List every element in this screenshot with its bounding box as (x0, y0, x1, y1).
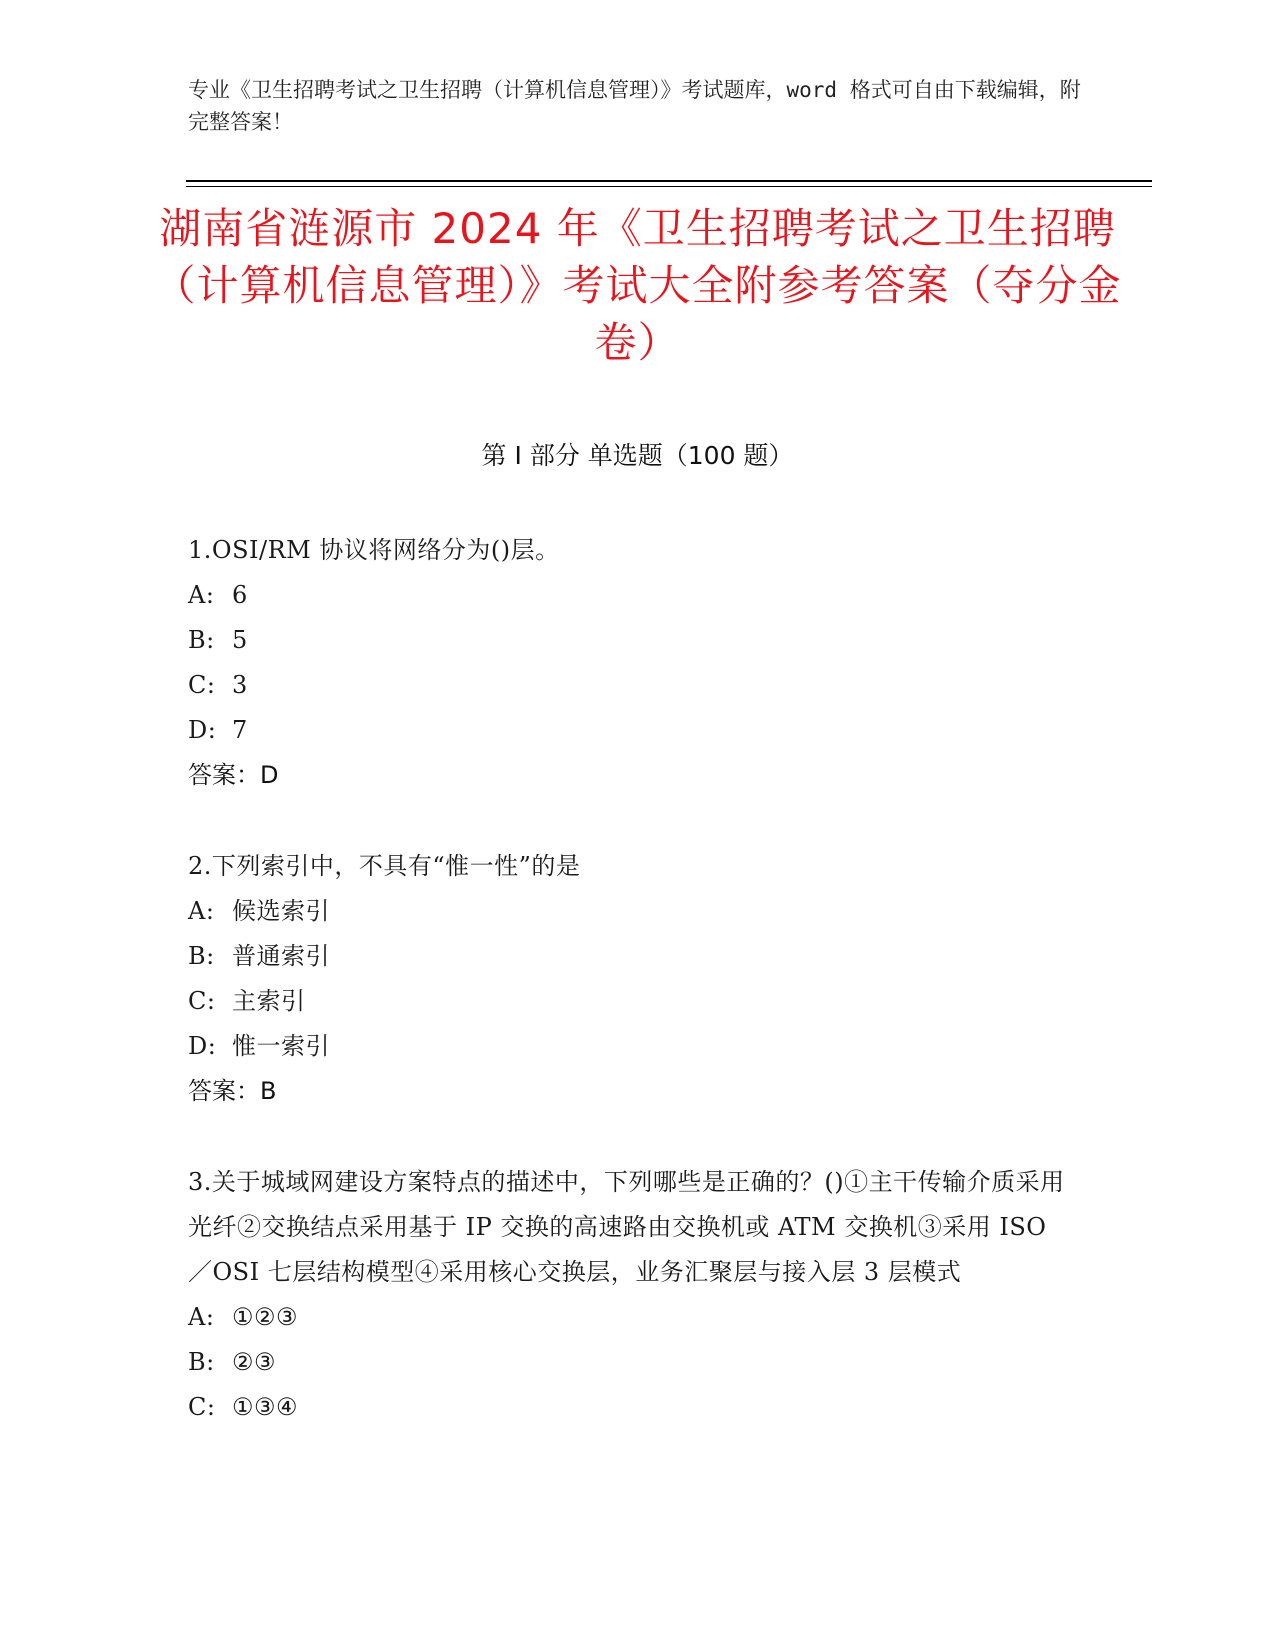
option-letter: A: (188, 897, 215, 925)
option-letter: B: (188, 1348, 215, 1376)
option-text: 候选索引 (232, 897, 330, 925)
option-letter: C: (188, 987, 216, 1015)
option-letter: D: (188, 1032, 217, 1060)
answer: 答案：B (188, 1077, 277, 1105)
question-2 (188, 844, 1068, 1114)
header-divider-thick (186, 180, 1152, 182)
option-letter: D: (188, 716, 217, 744)
document-title: 湖南省涟源市 2024 年《卫生招聘考试之卫生招聘（计算机信息管理）》考试大全附参考答案（夺分金卷） (153, 204, 1122, 367)
question-stem: 3.关于城域网建设方案特点的描述中，下列哪些是正确的？()①主干传输介质采用光纤②交换结点采用基于 IP 交换的高速路由交换机或 ATM 交换机③采用 ISO／OSI 七层结构模型④采用核心交换层，业务汇聚层与接入层 3 层模式 (188, 1168, 1065, 1286)
option-text: 惟一索引 (232, 1032, 330, 1060)
option-a (188, 889, 1068, 934)
option-text: 6 (232, 581, 248, 609)
option-letter: A: (188, 581, 215, 609)
option-d (188, 1024, 1068, 1069)
option-d (188, 708, 1068, 753)
option-b (188, 618, 1068, 663)
header-divider-thin (186, 186, 1152, 187)
section-heading: 第 I 部分 单选题（100 题） (481, 441, 794, 470)
option-letter: A: (188, 1303, 215, 1331)
option-text: 普通索引 (232, 942, 330, 970)
option-text: ②③ (232, 1348, 277, 1376)
option-c (188, 663, 1068, 708)
option-text: ①②③ (232, 1303, 299, 1331)
option-a (188, 573, 1068, 618)
option-letter: B: (188, 942, 215, 970)
option-text: 主索引 (232, 987, 306, 1015)
answer: 答案：D (188, 761, 279, 789)
option-letter: C: (188, 1393, 216, 1421)
option-letter: B: (188, 626, 215, 654)
option-text: 7 (232, 716, 248, 744)
question-stem: 2.下列索引中，不具有“惟一性”的是 (188, 852, 581, 880)
option-c (188, 979, 1068, 1024)
option-text: 5 (232, 626, 248, 654)
question-3 (188, 1160, 1068, 1430)
option-c (188, 1385, 1068, 1430)
option-b (188, 934, 1068, 979)
question-1 (188, 528, 1068, 798)
option-text: ①③④ (232, 1393, 299, 1421)
option-letter: C: (188, 671, 216, 699)
question-list (188, 528, 1068, 1476)
option-b (188, 1340, 1068, 1385)
question-stem: 1.OSI/RM 协议将网络分为()层。 (188, 536, 560, 564)
option-text: 3 (232, 671, 248, 699)
option-a (188, 1295, 1068, 1340)
header-note: 专业《卫生招聘考试之卫生招聘（计算机信息管理）》考试题库，word 格式可自由下载编辑，附完整答案！ (188, 78, 1081, 134)
